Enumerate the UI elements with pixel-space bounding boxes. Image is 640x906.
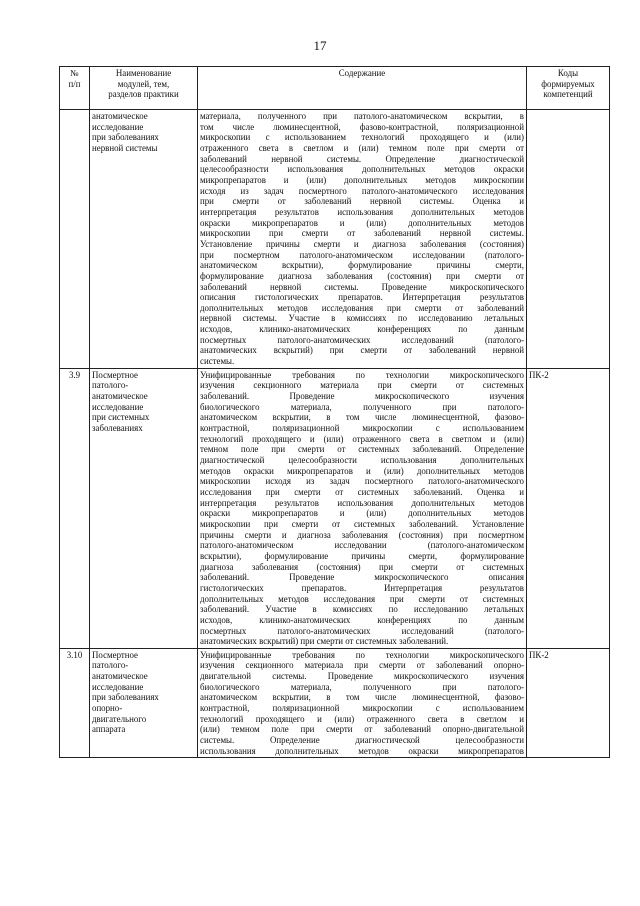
- module-title-line: нервной системы: [92, 142, 158, 153]
- table-row: [60, 368, 610, 648]
- module-title-line: Посмертное: [92, 369, 138, 380]
- header-module: Наименование модулей, тем, разделов практики: [90, 67, 198, 110]
- module-title-line: опорно-: [92, 703, 123, 714]
- content-line: заболеваний нервной системы. Проведение микроскопического: [200, 281, 524, 292]
- page-number: 17: [313, 38, 327, 53]
- content-line: отраженного света в светлом и (или) темном поле при смерти от: [200, 142, 524, 153]
- content-line: интерпретация результатов использования дополнительных методов: [200, 497, 524, 508]
- header-num: № п/п: [60, 67, 90, 110]
- content-line: биологического материала, полученного при патолого-: [200, 681, 524, 692]
- module-title-line: патолого-: [92, 660, 129, 671]
- module-title-line: аппарата: [92, 724, 126, 735]
- content-text: [198, 648, 527, 758]
- module-title-line: при системных: [92, 412, 150, 423]
- content-line: Унифицированные требования по технологии микроскопического: [200, 369, 524, 380]
- content-line: микропрепаратов и (или) дополнительных методов микроскопии: [200, 174, 524, 185]
- module-title: [90, 110, 198, 369]
- module-title-line: анатомическое: [92, 671, 148, 682]
- content-line: формулирование диагноза заболевания (состояния) при смерти от: [200, 270, 524, 281]
- content-line: заболеваний нервной системы. Определение диагностической: [200, 153, 524, 164]
- content-line: при смерти от заболеваний нервной системы. Оценка и: [200, 196, 524, 207]
- content-line: исследования при смерти от системных заболеваний. Оценка и: [200, 486, 524, 497]
- content-line: нервной системы. Участие в комиссиях по исследованию летальных: [200, 313, 524, 324]
- content-line: контрастной, поляризационной микроскопии с использованием: [200, 423, 524, 434]
- content-line: материала, полученного при патолого-анатомическом вскрытии, в: [200, 111, 524, 121]
- content-line: дополнительных методов исследования при смерти от заболеваний: [200, 302, 524, 313]
- content-line: при посмертном патолого-анатомическом исследовании (патолого-: [200, 249, 524, 260]
- table-row: [60, 648, 610, 758]
- table-row: [60, 110, 610, 369]
- content-line: системы. Определение диагностической целесообразности: [200, 735, 524, 746]
- module-title-line: анатомическое: [92, 391, 148, 402]
- content-line: заболеваний. Участие в комиссиях по исследованию летальных: [200, 604, 524, 615]
- module-title-line: исследование: [92, 401, 144, 412]
- content-line: целесообразности использования дополнительных методов окраски: [200, 164, 524, 175]
- module-title: [90, 368, 198, 648]
- content-line: причины смерти и диагноза заболевания (состояния) при посмертном: [200, 529, 524, 540]
- content-text: [198, 110, 527, 369]
- content-line: микроскопии при смерти от заболеваний нервной системы.: [200, 228, 524, 239]
- content-line: интерпретация результатов использования дополнительных методов: [200, 206, 524, 217]
- content-line: использования дополнительных методов окраски микропрепаратов: [200, 745, 524, 756]
- content-line: технологий проходящего и (или) отраженного света в светлом и (или): [200, 433, 524, 444]
- row-number: 3.9: [60, 368, 90, 648]
- content-line: диагностической целесообразности использования дополнительных: [200, 455, 524, 465]
- module-title-line: двигательного: [92, 713, 147, 724]
- competency-code: ПК-2: [527, 648, 610, 758]
- content-line: описания гистологических препаратов. Интерпретация результатов: [200, 292, 524, 303]
- content-line: микроскопии при смерти от системных заболеваний. Установление: [200, 518, 524, 529]
- module-title-line: при заболеваниях: [92, 692, 159, 703]
- content-line: системы.: [200, 356, 235, 367]
- header-codes: Коды формируемых компетенций: [527, 67, 610, 110]
- competency-code: [527, 110, 610, 369]
- module-title-line: при заболеваниях: [92, 132, 159, 143]
- content-line: патолого-анатомическом исследовании (патолого-анатомическом: [200, 540, 524, 551]
- module-title-line: Посмертное: [92, 649, 138, 660]
- content-line: Установление причины смерти и диагноза заболевания (состояния): [200, 238, 524, 249]
- content-line: двигательной системы. Проведение микроскопического изучения: [200, 671, 524, 682]
- module-title-line: исследование: [92, 681, 144, 692]
- content-line: окраски микропрепаратов и (или) дополнительных методов: [200, 217, 524, 228]
- content-line: микроскопии с использованием технологий проходящего и (или): [200, 132, 524, 143]
- content-line: гистологических препаратов. Интерпретация результатов: [200, 582, 524, 593]
- content-line: анатомическом вскрытии), формулирование причины смерти,: [200, 260, 524, 271]
- content-line: посмертных патолого-анатомических исследований (патолого-: [200, 625, 524, 636]
- content-line: посмертных патолого-анатомических исследований (патолого-: [200, 334, 524, 345]
- row-number: [60, 110, 90, 369]
- content-line: дополнительных методов исследования при смерти от системных: [200, 593, 524, 604]
- content-line: технологий проходящего и (или) отраженного света в светлом и: [200, 713, 524, 724]
- content-line: контрастной, поляризационной микроскопии с использованием: [200, 703, 524, 714]
- content-line: микроскопии исходя из задач посмертного патолого-анатомического: [200, 476, 524, 487]
- content-line: исходов, клинико-анатомических конференциях по данным: [200, 324, 524, 335]
- content-line: анатомическом вскрытии, в том числе люминесцентной, фазово-: [200, 412, 524, 423]
- content-line: исходов, клинико-анатомических конференциях по данным: [200, 614, 524, 625]
- curriculum-table: [59, 66, 610, 758]
- row-number: 3.10: [60, 648, 90, 758]
- content-line: Унифицированные требования по технологии микроскопического: [200, 649, 524, 660]
- content-line: анатомических вскрытий) при смерти от системных заболеваний.: [200, 636, 449, 647]
- content-line: вскрытии), формулирование причины смерти, формулирование: [200, 550, 524, 561]
- module-title-line: заболеваниях: [92, 423, 143, 434]
- content-line: изучения секционного материала при смерти от системных: [200, 380, 524, 391]
- content-line: заболеваний. Проведение микроскопического изучения: [200, 391, 524, 402]
- content-line: биологического материала, полученного при патолого-: [200, 401, 524, 412]
- module-title-line: исследование: [92, 121, 144, 132]
- content-line: заболеваний. Проведение микроскопического описания: [200, 572, 524, 583]
- content-line: изучения секционного материала при смерти от заболеваний опорно-: [200, 660, 524, 671]
- content-line: темном поле при смерти от системных заболеваний. Определение: [200, 444, 524, 455]
- content-line: методов окраски микропрепаратов и (или) дополнительных методов: [200, 465, 524, 476]
- content-line: диагноза заболевания (состояния) при смерти от системных: [200, 561, 524, 572]
- content-line: исходя из задач посмертного патолого-анатомического исследования: [200, 185, 524, 196]
- content-line: анатомических вскрытий) при смерти от заболеваний нервной: [200, 345, 524, 356]
- content-line: (или) темном поле при смерти от заболеваний опорно-двигательной: [200, 724, 524, 735]
- competency-code: ПК-2: [527, 368, 610, 648]
- content-line: том числе люминесцентной, фазово-контрастной, поляризационной: [200, 121, 524, 132]
- content-line: анатомическом вскрытии, в том числе люминесцентной, фазово-: [200, 692, 524, 703]
- module-title-line: патолого-: [92, 380, 129, 391]
- content-line: окраски микропрепаратов и (или) дополнительных методов: [200, 508, 524, 519]
- table-header-row: [60, 67, 610, 110]
- module-title: [90, 648, 198, 758]
- content-text: [198, 368, 527, 648]
- header-content: Содержание: [198, 67, 527, 110]
- module-title-line: анатомическое: [92, 111, 148, 121]
